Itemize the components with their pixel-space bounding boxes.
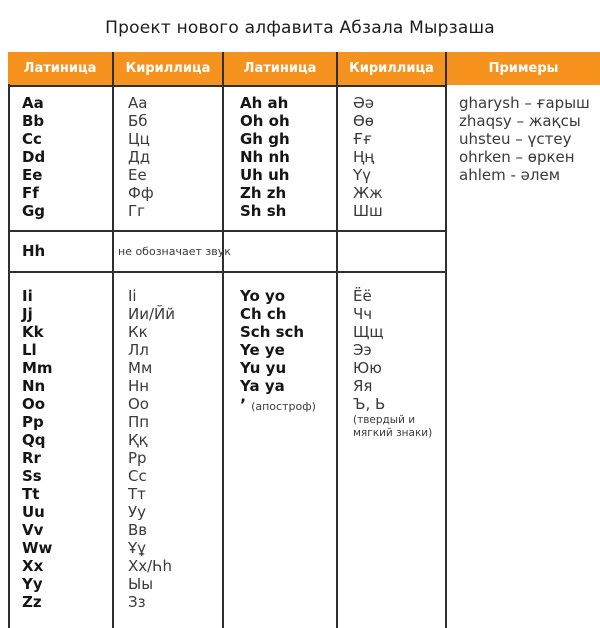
row-text: Yy bbox=[22, 575, 43, 593]
row-text: Аа bbox=[128, 94, 148, 112]
row-text: Pp bbox=[22, 413, 44, 431]
row-text: Jj bbox=[22, 305, 33, 323]
row-text: Rr bbox=[22, 449, 41, 467]
row-text: Nn bbox=[22, 377, 46, 395]
row-text: Qq bbox=[22, 431, 46, 449]
row-text: Oo bbox=[22, 395, 46, 413]
row-text: Tt bbox=[22, 485, 40, 503]
row-text: Лл bbox=[128, 341, 149, 359]
row-text: Gh gh bbox=[240, 130, 290, 148]
row-text: Шш bbox=[353, 202, 383, 220]
row-text: Ch ch bbox=[240, 305, 287, 323]
col-latin-block1 bbox=[22, 94, 45, 220]
row-text: Ыы bbox=[128, 575, 154, 593]
signs-note-line1: (твердый и bbox=[353, 414, 416, 426]
row-text: Ii bbox=[22, 287, 33, 305]
row-text: Ңң bbox=[353, 148, 375, 166]
row-text: Aa bbox=[22, 94, 44, 112]
row-text: Гг bbox=[128, 202, 146, 220]
row-text: Яя bbox=[353, 377, 373, 395]
row-text: Сс bbox=[128, 467, 147, 485]
row-text: Zz bbox=[22, 593, 42, 611]
row-text: Пп bbox=[128, 413, 150, 431]
header-latin-2: Латиница bbox=[222, 52, 336, 85]
row-text: Ээ bbox=[353, 341, 372, 359]
table-divider-4 bbox=[445, 84, 447, 628]
header-cyrillic-1: Кириллица bbox=[112, 52, 222, 85]
row-text: Sh sh bbox=[240, 202, 287, 220]
row-text: Sch sch bbox=[240, 323, 305, 341]
row-text: Үү bbox=[353, 166, 372, 184]
table-header-row bbox=[8, 52, 600, 85]
row-text: Щщ bbox=[353, 323, 384, 341]
row-text: Ее bbox=[128, 166, 147, 184]
row-text: Vv bbox=[22, 521, 44, 539]
row-text: Цц bbox=[128, 130, 150, 148]
table-divider-3 bbox=[336, 84, 338, 628]
col-latin-block3 bbox=[22, 287, 53, 611]
row-text: Uu bbox=[22, 503, 45, 521]
row-text: Mm bbox=[22, 359, 53, 377]
row-text: Тт bbox=[128, 485, 146, 503]
row-text: Ққ bbox=[128, 431, 148, 449]
row-text: Дд bbox=[128, 148, 151, 166]
row-text: Әә bbox=[353, 94, 375, 112]
col-cyrillic-block1-r bbox=[353, 94, 383, 220]
row-text: Nh nh bbox=[240, 148, 290, 166]
header-examples: Примеры bbox=[445, 52, 600, 85]
hh-note: не обозначает звук bbox=[118, 245, 231, 258]
row-text: Өө bbox=[353, 112, 374, 130]
col-cyrillic-block3 bbox=[128, 287, 175, 611]
row-text: Нн bbox=[128, 377, 150, 395]
header-cyrillic-2: Кириллица bbox=[336, 52, 445, 85]
table-border-left bbox=[8, 84, 10, 628]
row-text: Cc bbox=[22, 130, 42, 148]
signs-note-line2: мягкий знаки) bbox=[353, 427, 433, 439]
row-text: uhsteu – үстеу bbox=[459, 130, 572, 148]
row-text: Ll bbox=[22, 341, 37, 359]
row-text: Ёё bbox=[353, 287, 372, 305]
row-text: ahlem - әлем bbox=[459, 166, 561, 184]
col-cyrillic-block1 bbox=[128, 94, 154, 220]
hh-letter: Hh bbox=[22, 242, 46, 260]
col-latin-block3-r bbox=[240, 287, 304, 395]
row-text: Зз bbox=[128, 593, 146, 611]
row-text: Фф bbox=[128, 184, 154, 202]
table-divider-2 bbox=[222, 84, 224, 628]
apostrophe-note: (апостроф) bbox=[251, 400, 316, 413]
row-text: Gg bbox=[22, 202, 46, 220]
row-text: Юю bbox=[353, 359, 382, 377]
table-divider-1 bbox=[112, 84, 114, 628]
row-text: Yo yo bbox=[240, 287, 286, 305]
row-text: Оо bbox=[128, 395, 149, 413]
page-title: Проект нового алфавита Абзала Мырзаша bbox=[105, 18, 495, 38]
row-text: Іі bbox=[128, 287, 137, 305]
row-text: Ah ah bbox=[240, 94, 289, 112]
row-text: Ya ya bbox=[240, 377, 285, 395]
block-rule-2 bbox=[8, 271, 447, 273]
row-text: Kk bbox=[22, 323, 44, 341]
row-text: Ye ye bbox=[240, 341, 285, 359]
examples-list bbox=[459, 94, 590, 184]
header-bottom-rule bbox=[8, 85, 447, 87]
row-text: Dd bbox=[22, 148, 46, 166]
header-latin-1: Латиница bbox=[23, 61, 97, 76]
row-text: Бб bbox=[128, 112, 148, 130]
row-text: Zh zh bbox=[240, 184, 287, 202]
row-text: Уу bbox=[128, 503, 147, 521]
row-text: gharysh – ғарыш bbox=[459, 94, 590, 112]
row-text: Жж bbox=[353, 184, 383, 202]
row-text: Вв bbox=[128, 521, 148, 539]
row-text: Ии/Йй bbox=[128, 305, 175, 323]
row-text: Oh oh bbox=[240, 112, 290, 130]
apostrophe-row bbox=[240, 395, 316, 413]
apostrophe-symbol: ’ bbox=[240, 395, 247, 414]
row-text: Рр bbox=[128, 449, 147, 467]
row-text: Uh uh bbox=[240, 166, 290, 184]
hard-soft-signs: Ъ, Ь bbox=[353, 395, 386, 413]
row-text: Yu yu bbox=[240, 359, 287, 377]
row-text: Кк bbox=[128, 323, 148, 341]
col-latin-block1-r bbox=[240, 94, 290, 220]
row-text: Мм bbox=[128, 359, 153, 377]
row-text: Ff bbox=[22, 184, 39, 202]
row-text: Ғғ bbox=[353, 130, 372, 148]
row-text: zhaqsy – жақсы bbox=[459, 112, 581, 130]
row-text: Чч bbox=[353, 305, 373, 323]
row-text: ohrken – өркен bbox=[459, 148, 575, 166]
row-text: Хх/Һһ bbox=[128, 557, 172, 575]
row-text: Bb bbox=[22, 112, 45, 130]
row-text: Ee bbox=[22, 166, 43, 184]
block-rule-1 bbox=[8, 230, 447, 232]
row-text: Xx bbox=[22, 557, 44, 575]
row-text: Ұұ bbox=[128, 539, 147, 557]
row-text: Ww bbox=[22, 539, 53, 557]
col-cyrillic-block3-r bbox=[353, 287, 384, 395]
row-text: Ss bbox=[22, 467, 42, 485]
